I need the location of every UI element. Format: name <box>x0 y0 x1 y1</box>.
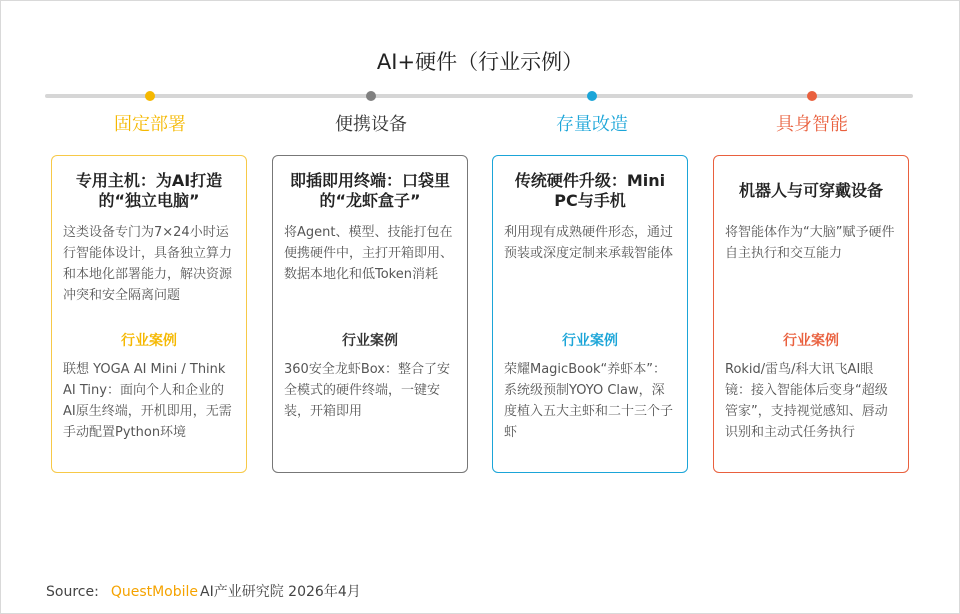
source-brand: QuestMobile <box>110 584 199 600</box>
category-stock-retrofit: 存量改造 <box>556 114 628 135</box>
card-title: 机器人与可穿戴设备 <box>738 181 883 200</box>
source-detail: AI产业研究院 2026年4月 <box>200 584 361 600</box>
case-text: Rokid/雷鸟/科大讯飞AI眼镜：接入智能体后变身“超级管家”，支持视觉感知、唇动识别和主动式任务执行 <box>725 362 888 440</box>
card-fixed-deployment <box>51 155 247 473</box>
category-portable-device: 便携设备 <box>335 114 407 135</box>
case-label: 行业案例 <box>121 333 177 349</box>
card-description: 利用现有成熟硬件形态，通过预装或深度定制来承载智能体 <box>504 225 674 261</box>
case-text: 360安全龙虾Box：整合了安全模式的硬件终端，一键安装，开箱即用 <box>284 362 450 419</box>
card-title: 即插即用终端：口袋里的“龙虾盒子” <box>289 171 450 210</box>
case-label: 行业案例 <box>783 333 839 349</box>
card-stock-retrofit <box>492 155 688 473</box>
card-embodied-intelligence <box>713 155 909 473</box>
timeline-line <box>45 94 913 98</box>
card-description: 将智能体作为“大脑”赋予硬件自主执行和交互能力 <box>725 225 895 261</box>
timeline-dot-portable <box>366 91 376 101</box>
source-note <box>46 581 361 601</box>
card-title: 专用主机：为AI打造的“独立电脑” <box>75 171 223 210</box>
card-description: 将Agent、模型、技能打包在便携硬件中，主打开箱即用、数据本地化和低Token消耗 <box>284 225 454 282</box>
timeline-dot-retrofit <box>587 91 597 101</box>
timeline-dot-embodied <box>807 91 817 101</box>
category-fixed-deployment: 固定部署 <box>114 114 186 135</box>
card-portable-device <box>272 155 468 473</box>
card-title: 传统硬件升级：Mini PC与手机 <box>514 171 666 210</box>
page-title: AI+硬件（行业示例） <box>376 50 584 74</box>
timeline-dot-fixed <box>145 91 155 101</box>
card-description: 这类设备专门为7×24小时运行智能体设计，具备独立算力和本地化部署能力，解决资源冲突和安全隔离问题 <box>63 225 233 303</box>
case-text: 联想 YOGA AI Mini / Think AI Tiny：面向个人和企业的AI原生终端，开机即用，无需手动配置Python环境 <box>63 362 232 440</box>
category-embodied-intelligence: 具身智能 <box>776 114 848 135</box>
case-label: 行业案例 <box>342 333 398 349</box>
case-text: 荣耀MagicBook“养虾本”：系统级预制YOYO Claw，深度植入五大主虾和二十三个子虾 <box>504 362 674 440</box>
source-label: Source: <box>46 584 99 600</box>
case-label: 行业案例 <box>562 333 618 349</box>
